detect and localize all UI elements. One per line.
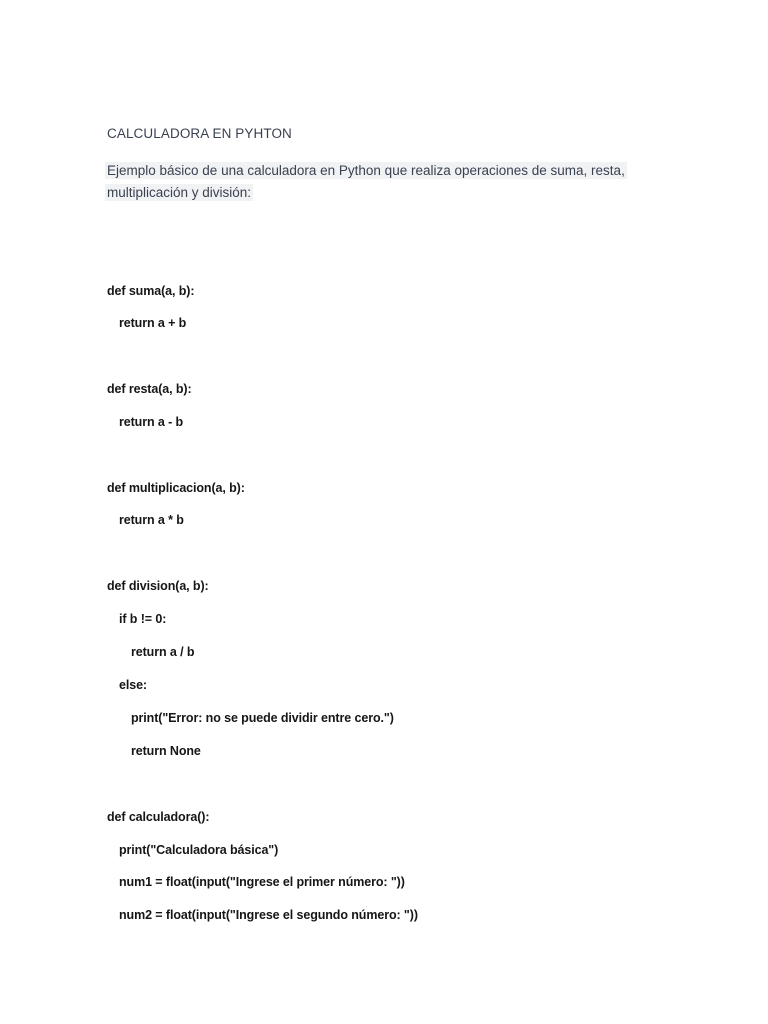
code-line: def resta(a, b): — [107, 382, 192, 396]
code-line: def calculadora(): — [107, 810, 210, 824]
code-line: print("Calculadora básica") — [119, 843, 279, 857]
code-line: else: — [119, 678, 147, 692]
code-line: return a + b — [119, 316, 187, 330]
code-line: def multiplicacion(a, b): — [107, 481, 245, 495]
document-title: CALCULADORA EN PYHTON — [107, 126, 292, 141]
code-line: return None — [131, 744, 201, 758]
code-line: return a * b — [119, 513, 184, 527]
code-line: def division(a, b): — [107, 579, 209, 593]
code-line: if b != 0: — [119, 612, 167, 626]
code-line: print("Error: no se puede dividir entre cero.") — [131, 711, 394, 725]
code-line: num2 = float(input("Ingrese el segundo número: ")) — [119, 908, 418, 922]
code-line: return a / b — [131, 645, 195, 659]
intro-text: Ejemplo básico de una calculadora en Python que realiza operaciones de suma, resta, multiplicación y división: — [107, 163, 625, 200]
code-line: num1 = float(input("Ingrese el primer número: ")) — [119, 875, 405, 889]
intro-paragraph — [105, 160, 625, 204]
code-line: return a - b — [119, 415, 184, 429]
code-line: def suma(a, b): — [107, 284, 195, 298]
